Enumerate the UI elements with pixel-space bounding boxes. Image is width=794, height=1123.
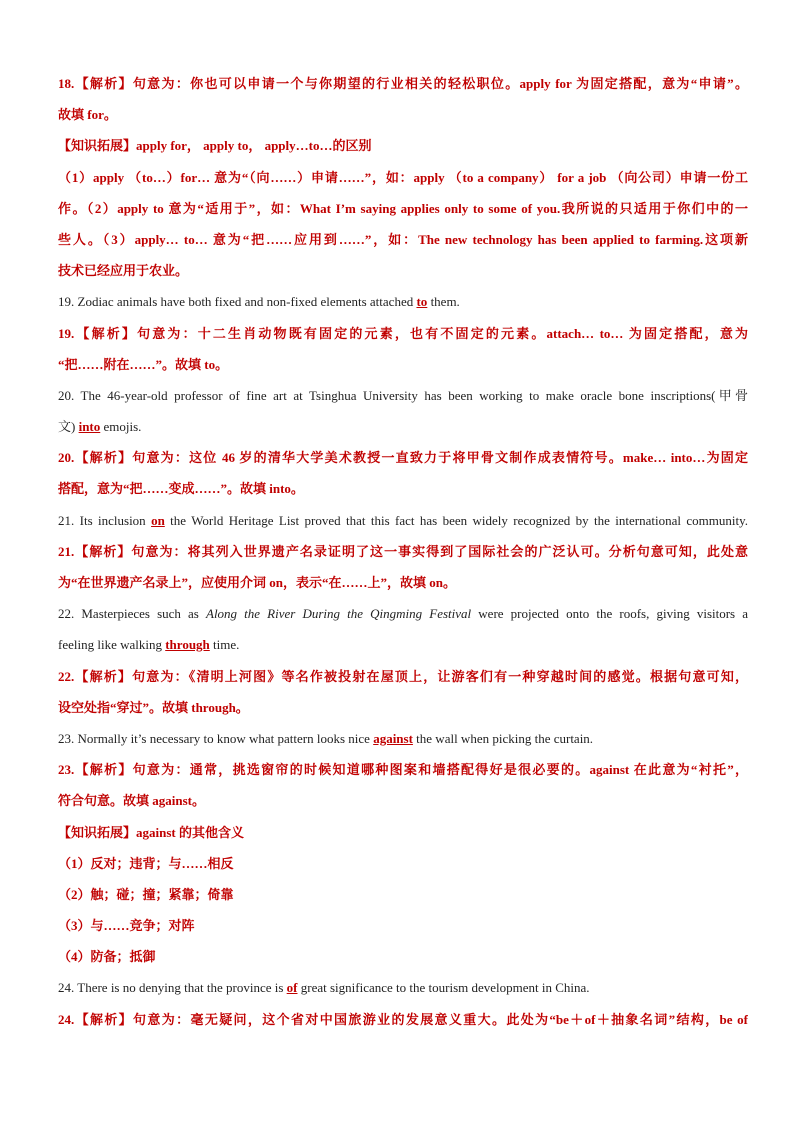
- analysis-line: [58, 442, 748, 473]
- analysis-text: （2）触；碰；撞；紧靠；倚靠: [58, 886, 234, 902]
- analysis-text: 20.【解析】句意为：这位 46 岁的清华大学美术教授一直致力于将甲骨文制作成表情符号。make… into…为固定: [58, 450, 748, 466]
- analysis-line: [58, 661, 748, 692]
- analysis-text: 24.【解析】句意为：毫无疑问，这个省对中国旅游业的发展意义重大。此处为“be＋of＋抽象名词”结构，be of: [58, 1011, 748, 1027]
- question-text: the World Heritage List proved that this fact has been widely recognized by the international community.: [164, 512, 748, 528]
- analysis-line: [58, 692, 748, 723]
- question-text: 20. The 46-year-old professor of fine art at Tsinghua University has been working to make oracle bone inscriptions(甲骨: [58, 387, 748, 403]
- question-line: [58, 286, 748, 317]
- analysis-text: 作。（2）apply to 意为“适用于”，如：What I’m saying applies only to some of you.我所说的只适用于你们中的一: [58, 200, 748, 216]
- analysis-line: [58, 567, 748, 598]
- question-text: were projected onto the roofs, giving visitors a: [471, 606, 748, 622]
- analysis-text: 【知识拓展】against 的其他含义: [58, 824, 244, 840]
- analysis-text: （4）防备；抵御: [58, 949, 156, 965]
- analysis-text: 设空处指“穿过”。故填 through。: [58, 699, 249, 715]
- analysis-text: （1）apply （to…）for… 意为“（向……）申请……”，如：apply （to a company） for a job （向公司）申请一份工: [58, 169, 748, 185]
- analysis-line: [58, 1004, 748, 1035]
- analysis-text: 故填 for。: [58, 107, 117, 123]
- analysis-text: 些人。（3）apply… to… 意为“把……应用到……”，如：The new technology has been applied to farming.这项新: [58, 231, 748, 247]
- analysis-line: [58, 318, 748, 349]
- answer-blank: of: [286, 980, 298, 996]
- question-line: [58, 505, 748, 536]
- artwork-title: Along the River During the Qingming Festival: [206, 606, 472, 622]
- analysis-line: [58, 224, 748, 255]
- question-line: [58, 598, 748, 629]
- answer-blank: into: [78, 419, 101, 435]
- analysis-text: 18.【解析】句意为：你也可以申请一个与你期望的行业相关的轻松职位。apply for 为固定搭配，意为“申请”。: [58, 76, 748, 91]
- question-line: [58, 380, 748, 411]
- question-text: 21. Its inclusion: [58, 512, 152, 528]
- analysis-line: [58, 817, 748, 848]
- answer-blank: to: [416, 294, 428, 310]
- question-text: them.: [427, 294, 460, 310]
- question-text: great significance to the tourism development in China.: [297, 980, 590, 996]
- analysis-line: [58, 941, 748, 972]
- answer-blank: through: [165, 637, 210, 653]
- analysis-text: 23.【解析】句意为：通常，挑选窗帘的时候知道哪种图案和墙搭配得好是很必要的。against 在此意为“衬托”，: [58, 762, 748, 778]
- analysis-line: [58, 473, 748, 504]
- analysis-text: 22.【解析】句意为：《清明上河图》等名作被投射在屋顶上，让游客们有一种穿越时间的感觉。根据句意可知，: [58, 668, 748, 684]
- question-text: time.: [209, 637, 240, 653]
- question-text: 22. Masterpieces such as: [58, 606, 206, 622]
- analysis-line: [58, 99, 748, 130]
- analysis-text: 搭配，意为“把……变成……”。故填 into。: [58, 481, 304, 497]
- analysis-text: 【知识拓展】apply for， apply to， apply…to…的区别: [58, 138, 372, 154]
- question-line: [58, 723, 748, 754]
- analysis-line: [58, 848, 748, 879]
- question-text: 24. There is no denying that the province is: [58, 980, 287, 996]
- analysis-line: [58, 754, 748, 785]
- analysis-text: “把……附在……”。故填 to。: [58, 356, 229, 372]
- analysis-text: （3）与……竞争；对阵: [58, 918, 195, 934]
- analysis-line: [58, 910, 748, 941]
- analysis-line: [58, 349, 748, 380]
- analysis-text: 符合句意。故填 against。: [58, 793, 205, 809]
- analysis-line: [58, 255, 748, 286]
- analysis-text: 为“在世界遗产名录上”，应使用介词 on，表示“在……上”，故填 on。: [58, 575, 456, 590]
- question-line: [58, 972, 748, 1003]
- question-text: 19. Zodiac animals have both fixed and non-fixed elements attached: [58, 294, 417, 310]
- analysis-text: （1）反对；违背；与……相反: [58, 855, 234, 871]
- analysis-line: [58, 536, 748, 567]
- analysis-line: [58, 193, 748, 224]
- analysis-text: 21.【解析】句意为：将其列入世界遗产名录证明了这一事实得到了国际社会的广泛认可。分析句意可知，此处意: [58, 543, 748, 559]
- question-text: feeling like walking: [58, 637, 166, 653]
- question-line: [58, 629, 748, 660]
- question-text: 文): [58, 419, 79, 435]
- question-line: [58, 411, 748, 442]
- question-text: the wall when picking the curtain.: [412, 730, 594, 746]
- answer-blank: against: [373, 730, 413, 746]
- question-text: emojis.: [100, 419, 142, 435]
- analysis-text: 19.【解析】句意为：十二生肖动物既有固定的元素，也有不固定的元素。attach… to… 为固定搭配，意为: [58, 325, 748, 341]
- analysis-text: 技术已经应用于农业。: [58, 263, 189, 279]
- document-page: [58, 68, 748, 1035]
- question-text: 23. Normally it’s necessary to know what pattern looks nice: [58, 730, 374, 746]
- answer-blank: on: [151, 512, 165, 528]
- analysis-line: [58, 785, 748, 816]
- analysis-line: [58, 879, 748, 910]
- analysis-line: [58, 162, 748, 193]
- analysis-line: [58, 130, 748, 161]
- analysis-line: [58, 68, 748, 99]
